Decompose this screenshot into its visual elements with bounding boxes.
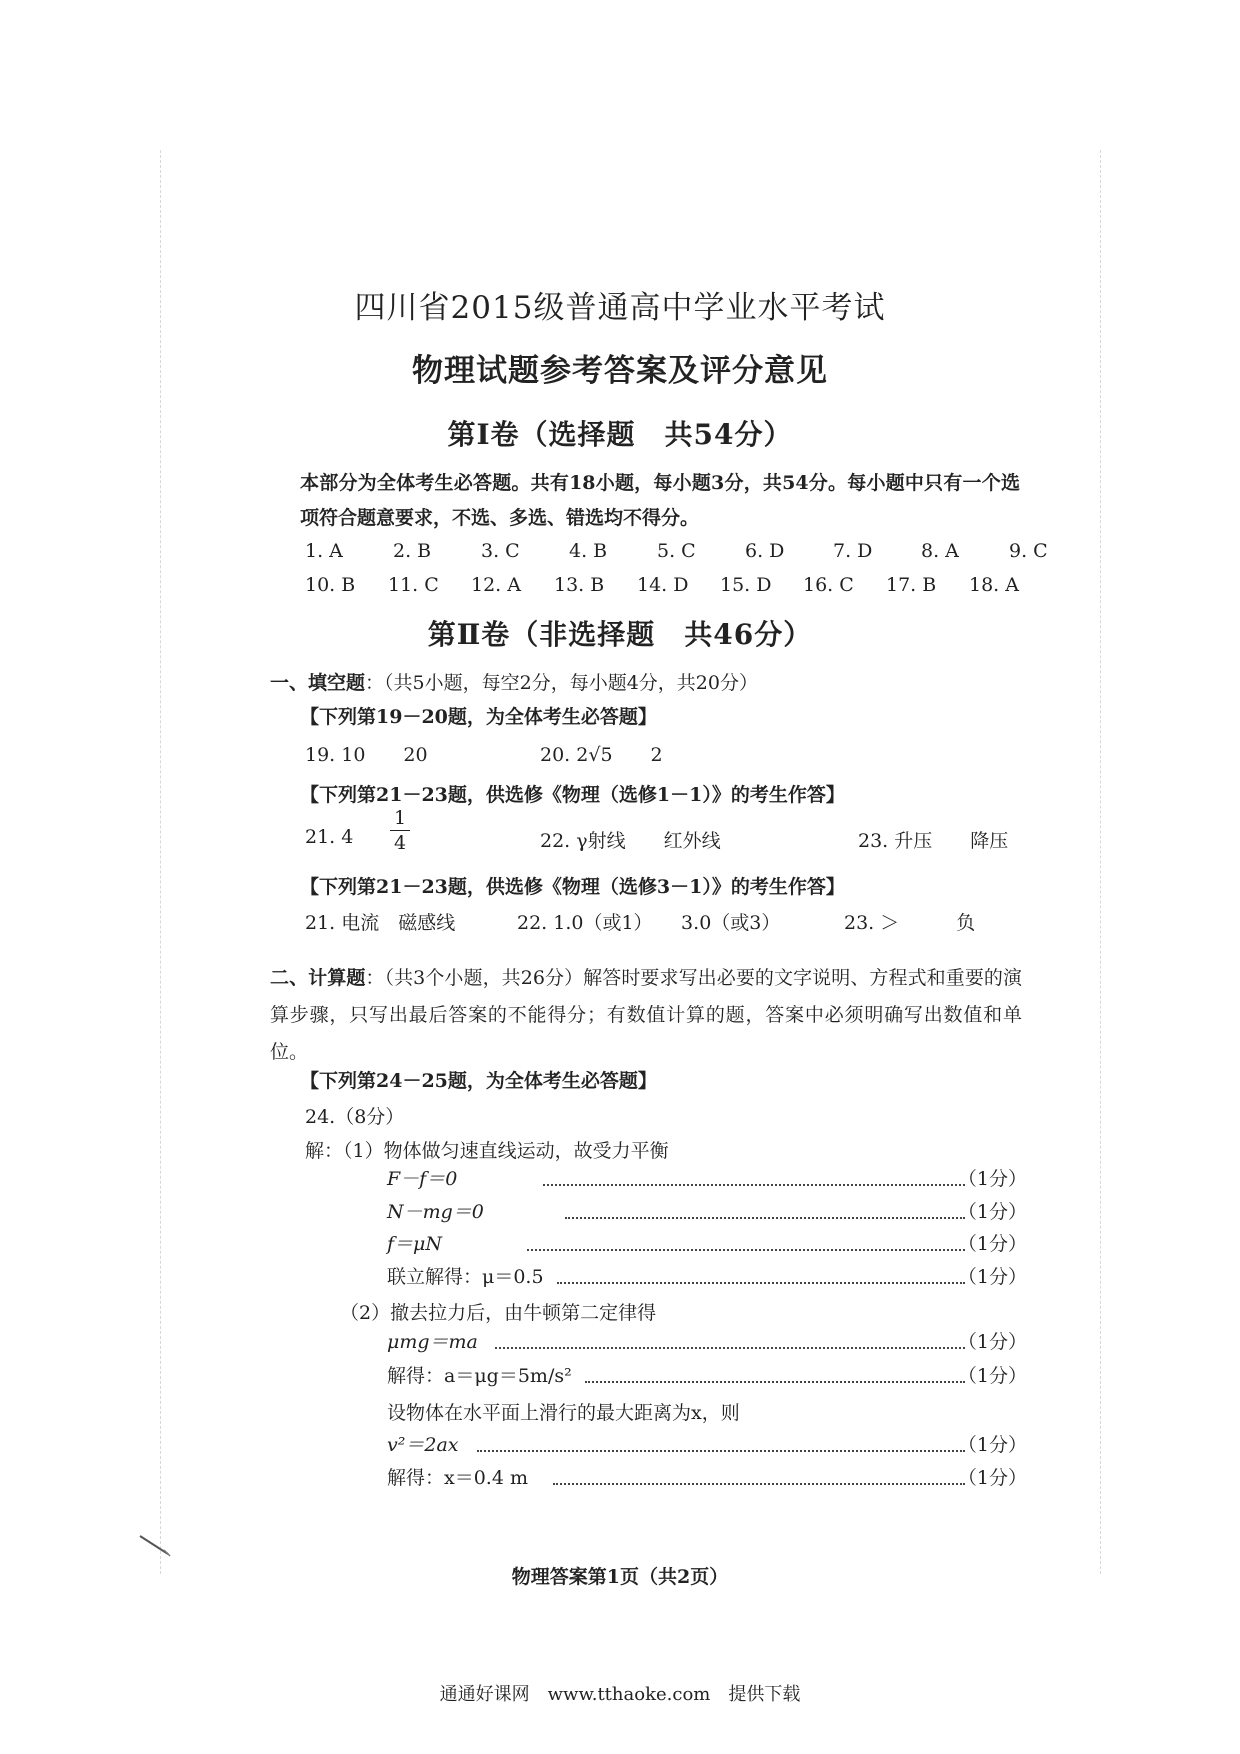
leader-dots <box>527 1229 965 1251</box>
step-score: （1分） <box>957 1233 1027 1255</box>
leader-dots <box>495 1327 965 1349</box>
answer-q23-elective3: 23. ＞ 负 <box>844 912 976 934</box>
fraction-numerator: 1 <box>393 807 407 829</box>
fill-group2-note: 【下列第21－23题，供选修《物理（选修1－1）》的考生作答】 <box>300 784 845 806</box>
solution-step <box>387 1327 1027 1353</box>
leader-dots <box>477 1430 965 1452</box>
q24-solution-part2: （2）撤去拉力后，由牛顿第二定律得 <box>340 1302 657 1324</box>
q24-heading: 24.（8分） <box>305 1106 405 1128</box>
calc-section-desc: ：（共3个小题，共26分）解答时要求写出必要的文字说明、方程式和重要的演算步骤，只写出最后答案的不能得分；有数值计算的题，答案中必须明确写出数值和单位。 <box>270 967 1022 1063</box>
scan-mark <box>138 1534 178 1558</box>
mc-answer: 12. A <box>471 574 521 596</box>
page-footer: 物理答案第1页（共2页） <box>511 1566 729 1588</box>
answer-q22-elective1: 22. γ射线 红外线 <box>540 830 721 852</box>
fill-group1-note: 【下列第19－20题，为全体考生必答题】 <box>300 706 657 728</box>
mc-answer: 13. B <box>554 574 605 596</box>
mc-answer: 18. A <box>969 574 1019 596</box>
answer-q21-elective1 <box>305 826 353 848</box>
step-score: （1分） <box>957 1467 1027 1489</box>
part2-heading: 第Ⅱ卷（非选择题 共46分） <box>427 618 813 651</box>
solution-step <box>387 1463 1027 1489</box>
step-equation: N－mg＝0 <box>387 1201 484 1223</box>
answer-q21-fraction <box>390 807 410 854</box>
step-equation: f＝μN <box>387 1233 443 1255</box>
solution-step <box>387 1361 1027 1387</box>
exam-title: 四川省2015级普通高中学业水平考试 <box>354 290 886 326</box>
step-equation: F－f＝0 <box>387 1168 458 1190</box>
part1-instructions: 本部分为全体考生必答题。共有18小题，每小题3分，共54分。每小题中只有一个选项符合题意要求，不选、多选、错选均不得分。 <box>300 472 1020 529</box>
leader-dots <box>553 1463 965 1485</box>
mc-answer: 3. C <box>481 540 520 562</box>
download-credit: 通通好课网 www.tthaoke.com 提供下载 <box>439 1684 801 1705</box>
fill-group3-note: 【下列第21－23题，供选修《物理（选修3－1）》的考生作答】 <box>300 876 845 898</box>
mc-answer: 10. B <box>305 574 356 596</box>
step-equation: μmg＝ma <box>387 1331 478 1353</box>
part1-heading: 第Ⅰ卷（选择题 共54分） <box>447 418 793 451</box>
mc-answer: 17. B <box>886 574 937 596</box>
step-score: （1分） <box>957 1365 1027 1387</box>
answer-q23-elective1: 23. 升压 降压 <box>858 830 1009 852</box>
mc-answer: 2. B <box>393 540 432 562</box>
step-score: （1分） <box>957 1168 1027 1190</box>
mc-answer: 1. A <box>305 540 343 562</box>
mc-answer: 5. C <box>657 540 696 562</box>
answer-q21-value: 21. 4 <box>305 826 354 848</box>
step-score: （1分） <box>957 1331 1027 1353</box>
mc-answer: 7. D <box>833 540 873 562</box>
leader-dots <box>543 1164 965 1186</box>
fill-section-heading <box>270 666 758 700</box>
solution-step <box>387 1197 1027 1223</box>
fill-section-label: 一、填空题 <box>270 672 366 694</box>
solution-step <box>387 1262 1027 1288</box>
fraction-denominator: 4 <box>393 832 407 854</box>
step-equation: 联立解得：μ＝0.5 <box>387 1266 544 1288</box>
mc-answer: 15. D <box>720 574 772 596</box>
answer-q21-elective3: 21. 电流 磁感线 <box>305 912 456 934</box>
answer-key-title: 物理试题参考答案及评分意见 <box>412 353 828 389</box>
q24-solution-part3: 设物体在水平面上滑行的最大距离为x，则 <box>387 1402 740 1424</box>
step-score: （1分） <box>957 1434 1027 1456</box>
mc-answer: 4. B <box>569 540 608 562</box>
leader-dots <box>557 1262 965 1284</box>
step-equation: 解得：x＝0.4 m <box>387 1467 528 1489</box>
answer-q19: 19. 10 20 <box>305 744 428 766</box>
solution-step <box>387 1430 1027 1456</box>
mc-answer: 9. C <box>1009 540 1048 562</box>
step-score: （1分） <box>957 1266 1027 1288</box>
calc-section-heading <box>270 960 1022 1071</box>
step-equation: v²＝2ax <box>387 1434 459 1456</box>
fill-section-desc: ：（共5小题，每空2分，每小题4分，共20分） <box>365 672 758 694</box>
mc-answer: 8. A <box>921 540 959 562</box>
mc-answer: 16. C <box>803 574 854 596</box>
leader-dots <box>585 1361 965 1383</box>
q24-solution-part1: 解：（1）物体做匀速直线运动，故受力平衡 <box>305 1140 669 1162</box>
solution-step <box>387 1164 1027 1190</box>
step-score: （1分） <box>957 1201 1027 1223</box>
leader-dots <box>565 1197 965 1219</box>
calc-group-note: 【下列第24－25题，为全体考生必答题】 <box>300 1070 657 1092</box>
mc-answer: 6. D <box>745 540 785 562</box>
answer-q20: 20. 2√5 2 <box>540 744 663 766</box>
calc-section-label: 二、计算题 <box>270 967 366 989</box>
mc-answer: 14. D <box>637 574 689 596</box>
solution-step <box>387 1229 1027 1255</box>
mc-answer: 11. C <box>388 574 439 596</box>
step-equation: 解得：a＝μg＝5m/s² <box>387 1365 572 1387</box>
answer-q22-elective3: 22. 1.0（或1） 3.0（或3） <box>517 912 781 934</box>
fraction-bar <box>390 830 410 831</box>
